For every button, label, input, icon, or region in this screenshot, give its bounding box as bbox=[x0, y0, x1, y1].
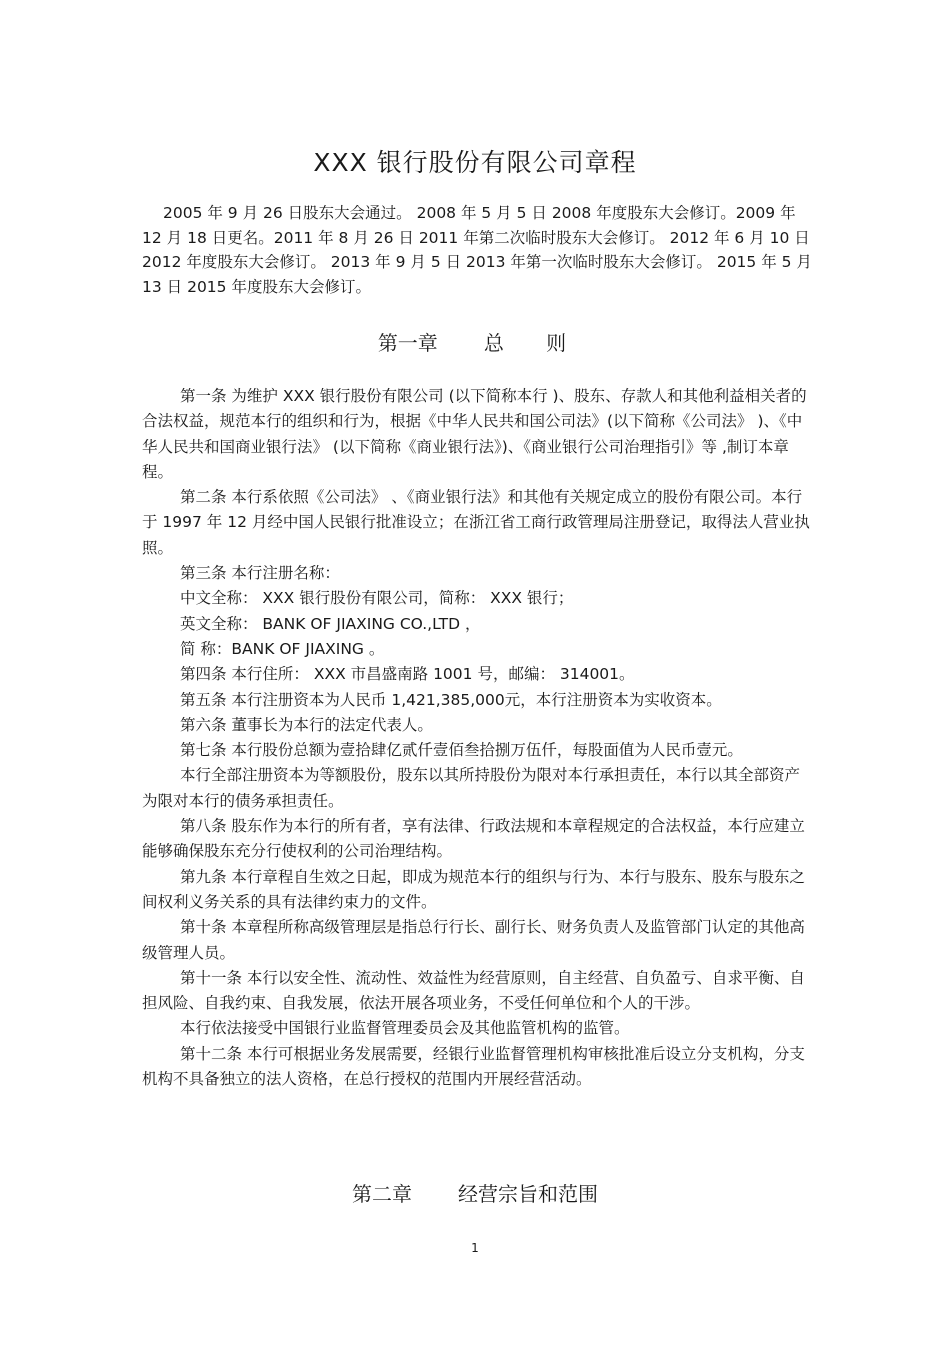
article-3-short-name: 简 称：BANK OF JIAXING 。 bbox=[180, 639, 385, 658]
article-4: 第四条 本行住所： XXX 市昌盛南路 1001 号，邮编： 314001。 bbox=[180, 665, 635, 684]
page-number: 1 bbox=[471, 1241, 479, 1255]
article-3-chinese-name: 中文全称： XXX 银行股份有限公司，简称： XXX 银行； bbox=[180, 589, 574, 608]
article-10: 第十条 本章程所称高级管理层是指总行行长、副行长、财务负责人及监管部门认定的其他高级管理人员。 bbox=[142, 918, 805, 962]
article-2: 第二条 本行系依照《公司法》 、《商业银行法》和其他有关规定成立的股份有限公司。本行于 1997 年 12 月经中国人民银行批准设立；在浙江省工商行政管理局注册登记，取得法人营业执照。 bbox=[142, 488, 810, 557]
chapter-1-heading bbox=[0, 329, 950, 357]
chapter-2-heading bbox=[0, 1180, 950, 1208]
article-9: 第九条 本行章程自生效之日起，即成为规范本行的组织与行为、本行与股东、股东与股东之间权利义务关系的具有法律约束力的文件。 bbox=[142, 867, 805, 911]
article-12: 第十二条 本行可根据业务发展需要，经银行业监督管理机构审核批准后设立分支机构，分支机构不具备独立的法人资格，在总行授权的范围内开展经营活动。 bbox=[142, 1044, 805, 1089]
article-7: 第七条 本行股份总额为壹拾肆亿贰仟壹佰叁拾捌万伍仟，每股面值为人民币壹元。 bbox=[180, 741, 743, 760]
article-6: 第六条 董事长为本行的法定代表人。 bbox=[180, 715, 433, 734]
revision-history bbox=[142, 201, 814, 299]
chapter-1-name: 总 则 bbox=[483, 331, 585, 355]
chapter-1-body bbox=[142, 384, 814, 1092]
article-1: 第一条 为维护 XXX 银行股份有限公司 (以下简称本行 )、股东、存款人和其他利益相关者的合法权益，规范本行的组织和行为，根据《中华人民共和国公司法》(以下简称《公司法》 )、《中华人民共和国商业银行法》 (以下简称《商业银行法》)、《商业银行公司治理指引》等 ,制订本章程。 bbox=[142, 387, 807, 481]
chapter-1-number: 第一章 bbox=[377, 331, 438, 355]
article-5: 第五条 本行注册资本为人民币 1,421,385,000元，本行注册资本为实收资本。 bbox=[180, 690, 722, 709]
document-title: XXX 银行股份有限公司章程 bbox=[313, 148, 637, 177]
revision-history-text: 2005 年 9 月 26 日股东大会通过。 2008 年 5 月 5 日 2008 年度股东大会修订。2009 年 12 月 18 日更名。2011 年 8 月 26 日 2011 年第二次临时股东大会修订。 2012 年 6 月 10 日 2012 年度股东大会修订。 2013 年 9 月 5 日 2013 年第一次临时股东大会修订。 2015 年 5 月 13 日 2015 年度股东大会修订。 bbox=[142, 204, 812, 296]
article-3: 第三条 本行注册名称： bbox=[180, 564, 340, 583]
chapter-2-number: 第二章 bbox=[352, 1182, 412, 1206]
article-3-english-name: 英文全称： BANK OF JIAXING CO.,LTD ， bbox=[180, 614, 481, 633]
article-8: 第八条 股东作为本行的所有者，享有法律、行政法规和本章程规定的合法权益，本行应建立能够确保股东充分行使权利的公司治理结构。 bbox=[142, 817, 805, 861]
article-7-continued: 本行全部注册资本为等额股份，股东以其所持股份为限对本行承担责任，本行以其全部资产为限对本行的债务承担责任。 bbox=[142, 766, 801, 810]
chapter-2-name: 经营宗旨和范围 bbox=[458, 1182, 598, 1206]
article-11: 第十一条 本行以安全性、流动性、效益性为经营原则，自主经营、自负盈亏、自求平衡、自担风险、自我约束、自我发展，依法开展各项业务，不受任何单位和个人的干涉。 bbox=[142, 968, 805, 1013]
article-11-continued: 本行依法接受中国银行业监督管理委员会及其他监管机构的监管。 bbox=[180, 1019, 630, 1038]
